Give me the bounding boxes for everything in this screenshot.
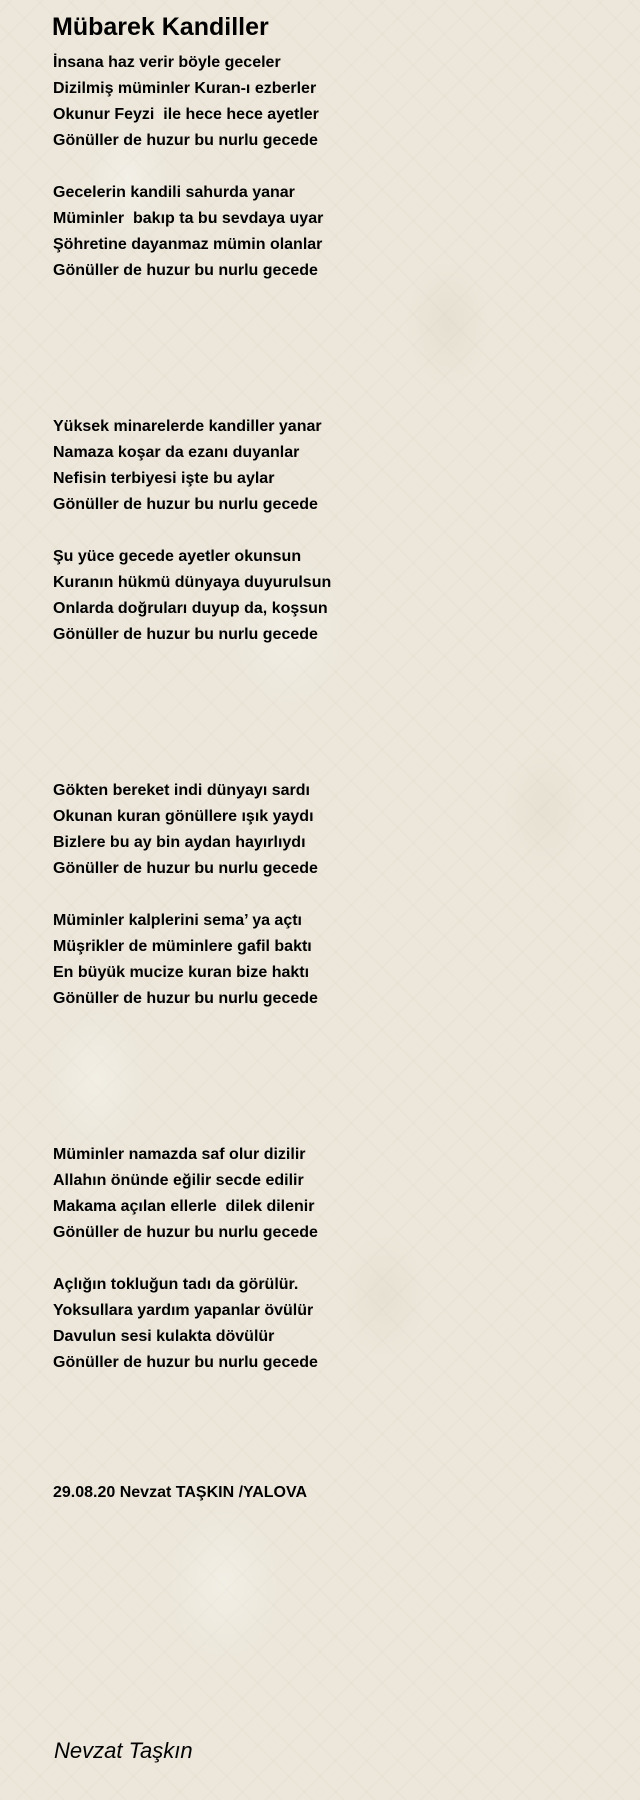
poem-body	[53, 50, 613, 1506]
poem-line: Namaza koşar da ezanı duyanlar	[53, 444, 300, 461]
poem-line: Şöhretine dayanmaz mümin olanlar	[53, 236, 323, 253]
poem-line: Gönüller de huzur bu nurlu gecede	[53, 1224, 318, 1241]
poem-line: Yüksek minarelerde kandiller yanar	[53, 418, 322, 435]
stanza	[53, 1142, 613, 1246]
poem-line: Kuranın hükmü dünyaya duyurulsun	[53, 574, 332, 591]
poem-line: Gecelerin kandili sahurda yanar	[53, 184, 295, 201]
author-name: Nevzat Taşkın	[54, 1738, 193, 1763]
poem-line: Gönüller de huzur bu nurlu gecede	[53, 496, 318, 513]
stanza	[53, 50, 613, 154]
stanza	[53, 180, 613, 284]
date-signature: 29.08.20 Nevzat TAŞKIN /YALOVA	[53, 1484, 308, 1501]
poem-line: Nefisin terbiyesi işte bu aylar	[53, 470, 275, 487]
poem-line: Açlığın tokluğun tadı da görülür.	[53, 1276, 299, 1293]
poem-line: Dizilmiş müminler Kuran-ı ezberler	[53, 80, 317, 97]
poem-title: Mübarek Kandiller	[52, 13, 269, 41]
poem-line: İnsana haz verir böyle geceler	[53, 54, 281, 71]
poem-line: Gökten bereket indi dünyayı sardı	[53, 782, 310, 799]
poem-line: Yoksullara yardım yapanlar övülür	[53, 1302, 314, 1319]
poem-line: Müminler bakıp ta bu sevdaya uyar	[53, 210, 324, 227]
poem-line: Gönüller de huzur bu nurlu gecede	[53, 860, 318, 877]
poem-line: Gönüller de huzur bu nurlu gecede	[53, 132, 318, 149]
poem-line: Davulun sesi kulakta dövülür	[53, 1328, 275, 1345]
poem-line: Müşrikler de müminlere gafil baktı	[53, 938, 312, 955]
stanza	[53, 1272, 613, 1376]
stanza	[53, 544, 613, 648]
poem-line: Gönüller de huzur bu nurlu gecede	[53, 990, 318, 1007]
poem-line: Şu yüce gecede ayetler okunsun	[53, 548, 302, 565]
poem-line: Gönüller de huzur bu nurlu gecede	[53, 262, 318, 279]
poem-line: En büyük mucize kuran bize haktı	[53, 964, 310, 981]
poem-line: Bizlere bu ay bin aydan hayırlıydı	[53, 834, 306, 851]
stanza	[53, 908, 613, 1012]
stanza	[53, 778, 613, 882]
poem-line: Okunur Feyzi ile hece hece ayetler	[53, 106, 319, 123]
poem-line: Okunan kuran gönüllere ışık yaydı	[53, 808, 314, 825]
poem-line: Makama açılan ellerle dilek dilenir	[53, 1198, 315, 1215]
poem-line: Gönüller de huzur bu nurlu gecede	[53, 1354, 318, 1371]
poem-line: Allahın önünde eğilir secde edilir	[53, 1172, 304, 1189]
stanza	[53, 414, 613, 518]
poem-line: Onlarda doğruları duyup da, koşsun	[53, 600, 328, 617]
poem-line: Müminler namazda saf olur dizilir	[53, 1146, 306, 1163]
poem-line: Gönüller de huzur bu nurlu gecede	[53, 626, 318, 643]
poem-line: Müminler kalplerini sema’ ya açtı	[53, 912, 302, 929]
